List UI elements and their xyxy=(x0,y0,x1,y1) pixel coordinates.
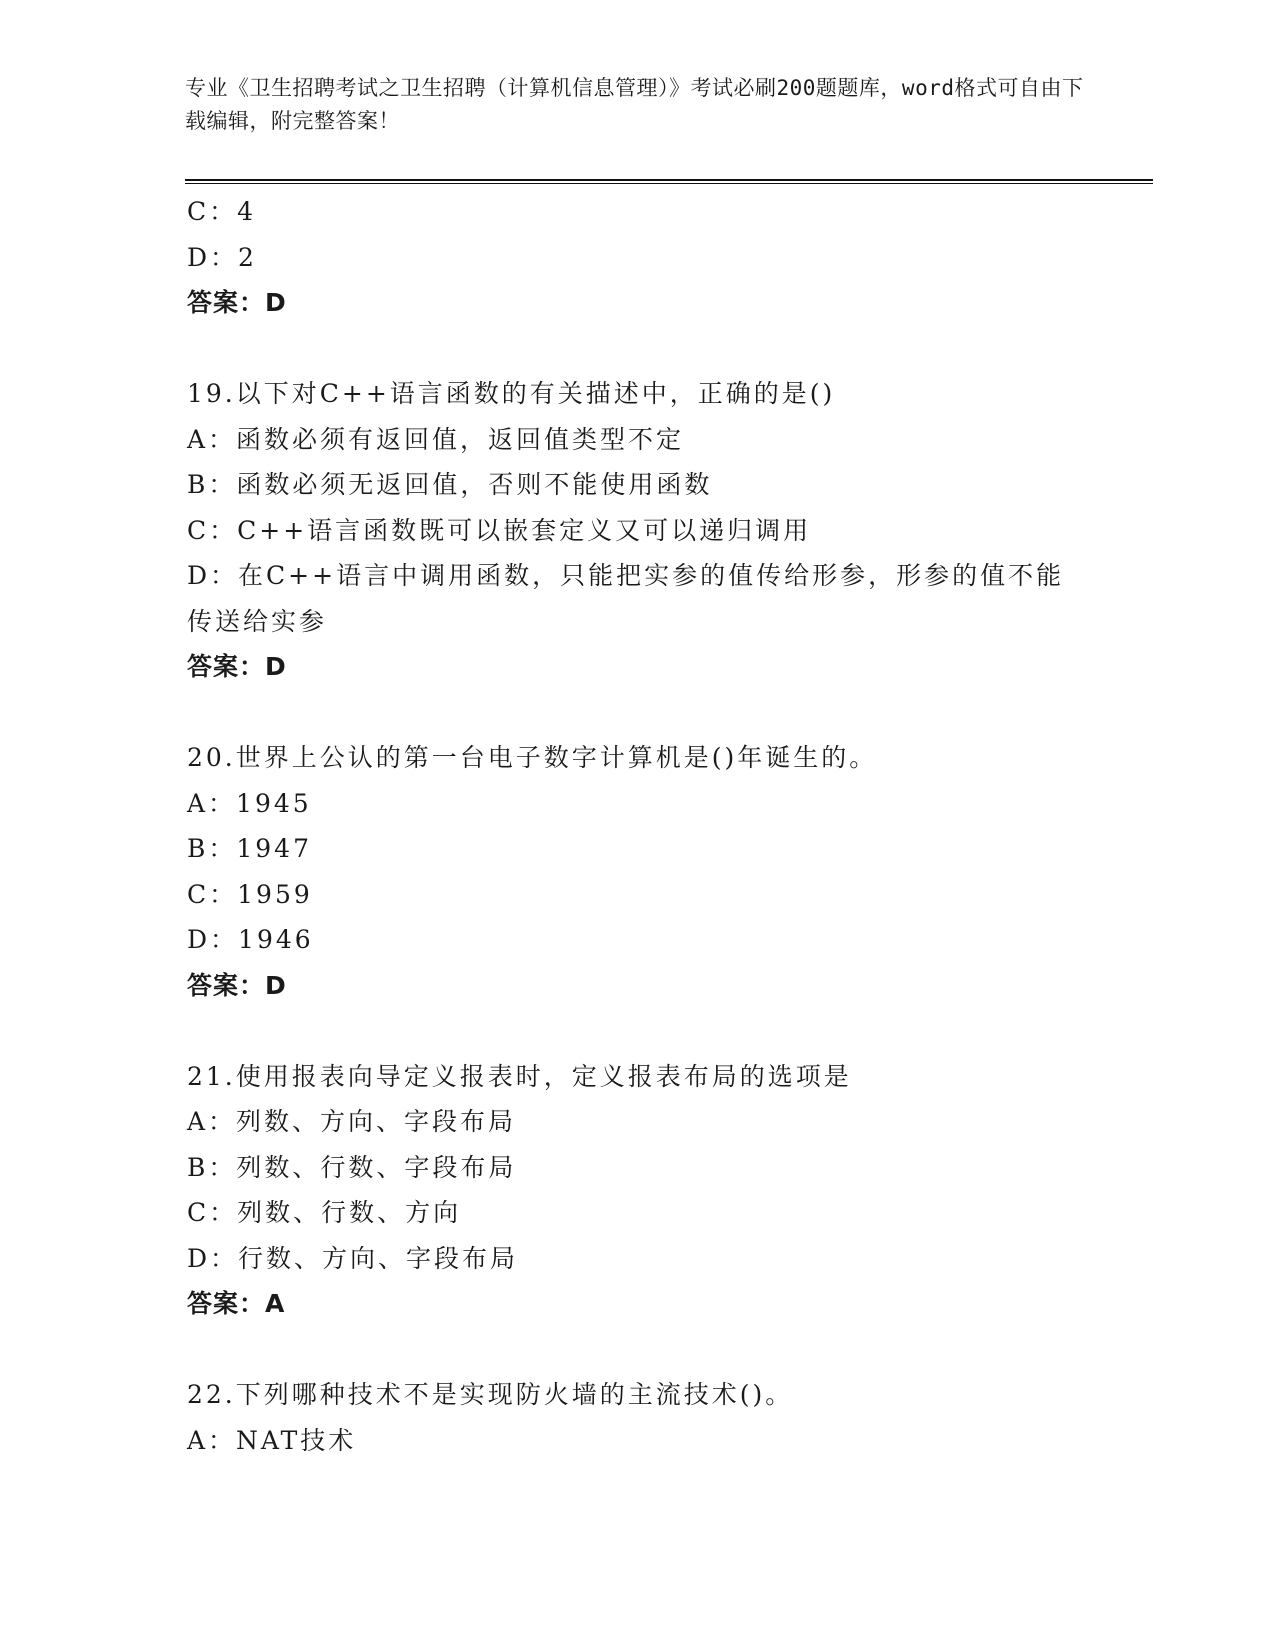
option-d: D：行数、方向、字段布局 xyxy=(187,1243,519,1273)
option-b: B：1947 xyxy=(187,834,312,863)
option-d: D：1946 xyxy=(187,925,314,954)
spacer xyxy=(187,1327,1147,1373)
question-stem: 20.世界上公认的第一台电子数字计算机是()年诞生的。 xyxy=(187,743,878,772)
header-divider-thick xyxy=(185,179,1153,181)
option-a: A：NAT技术 xyxy=(187,1425,357,1455)
spacer xyxy=(187,690,1147,736)
option-a: A：列数、方向、字段布局 xyxy=(187,1107,517,1136)
answer-line: 答案：D xyxy=(187,288,287,317)
question-stem: 22.下列哪种技术不是实现防火墙的主流技术()。 xyxy=(187,1380,794,1409)
question-19 xyxy=(187,371,1147,690)
option-c: C：C++语言函数既可以嵌套定义又可以递归调用 xyxy=(187,515,812,545)
question-list xyxy=(187,189,1147,1463)
answer-line: 答案：D xyxy=(187,970,287,1000)
header-title: 专业《卫生招聘考试之卫生招聘（计算机信息管理）》考试必刷200题题库，word格式可自由下载编辑，附完整答案！ xyxy=(185,76,1084,133)
question-21 xyxy=(187,1054,1147,1327)
option-a: A：函数必须有返回值，返回值类型不定 xyxy=(187,424,685,454)
option-c: C：4 xyxy=(187,197,257,226)
option-b: B：列数、行数、字段布局 xyxy=(187,1152,517,1182)
option-c: C：1959 xyxy=(187,879,313,909)
spacer xyxy=(187,1008,1147,1054)
document-header xyxy=(185,72,1085,138)
previous-question-tail xyxy=(187,189,1147,326)
option-b: B：函数必须无返回值，否则不能使用函数 xyxy=(187,470,713,499)
question-20 xyxy=(187,735,1147,1008)
spacer xyxy=(187,326,1147,372)
answer-line: 答案：A xyxy=(187,1289,286,1318)
option-d: D：在C++语言中调用函数，只能把实参的值传给形参，形参的值不能传送给实参 xyxy=(187,561,1065,636)
option-a: A：1945 xyxy=(187,788,312,818)
question-stem: 19.以下对C++语言函数的有关描述中，正确的是() xyxy=(187,379,836,408)
option-c: C：列数、行数、方向 xyxy=(187,1198,462,1227)
option-d: D：2 xyxy=(187,242,257,272)
answer-line: 答案：D xyxy=(187,652,287,681)
question-22 xyxy=(187,1372,1147,1463)
header-divider-thin xyxy=(185,183,1153,184)
question-stem: 21.使用报表向导定义报表时，定义报表布局的选项是 xyxy=(187,1061,852,1091)
